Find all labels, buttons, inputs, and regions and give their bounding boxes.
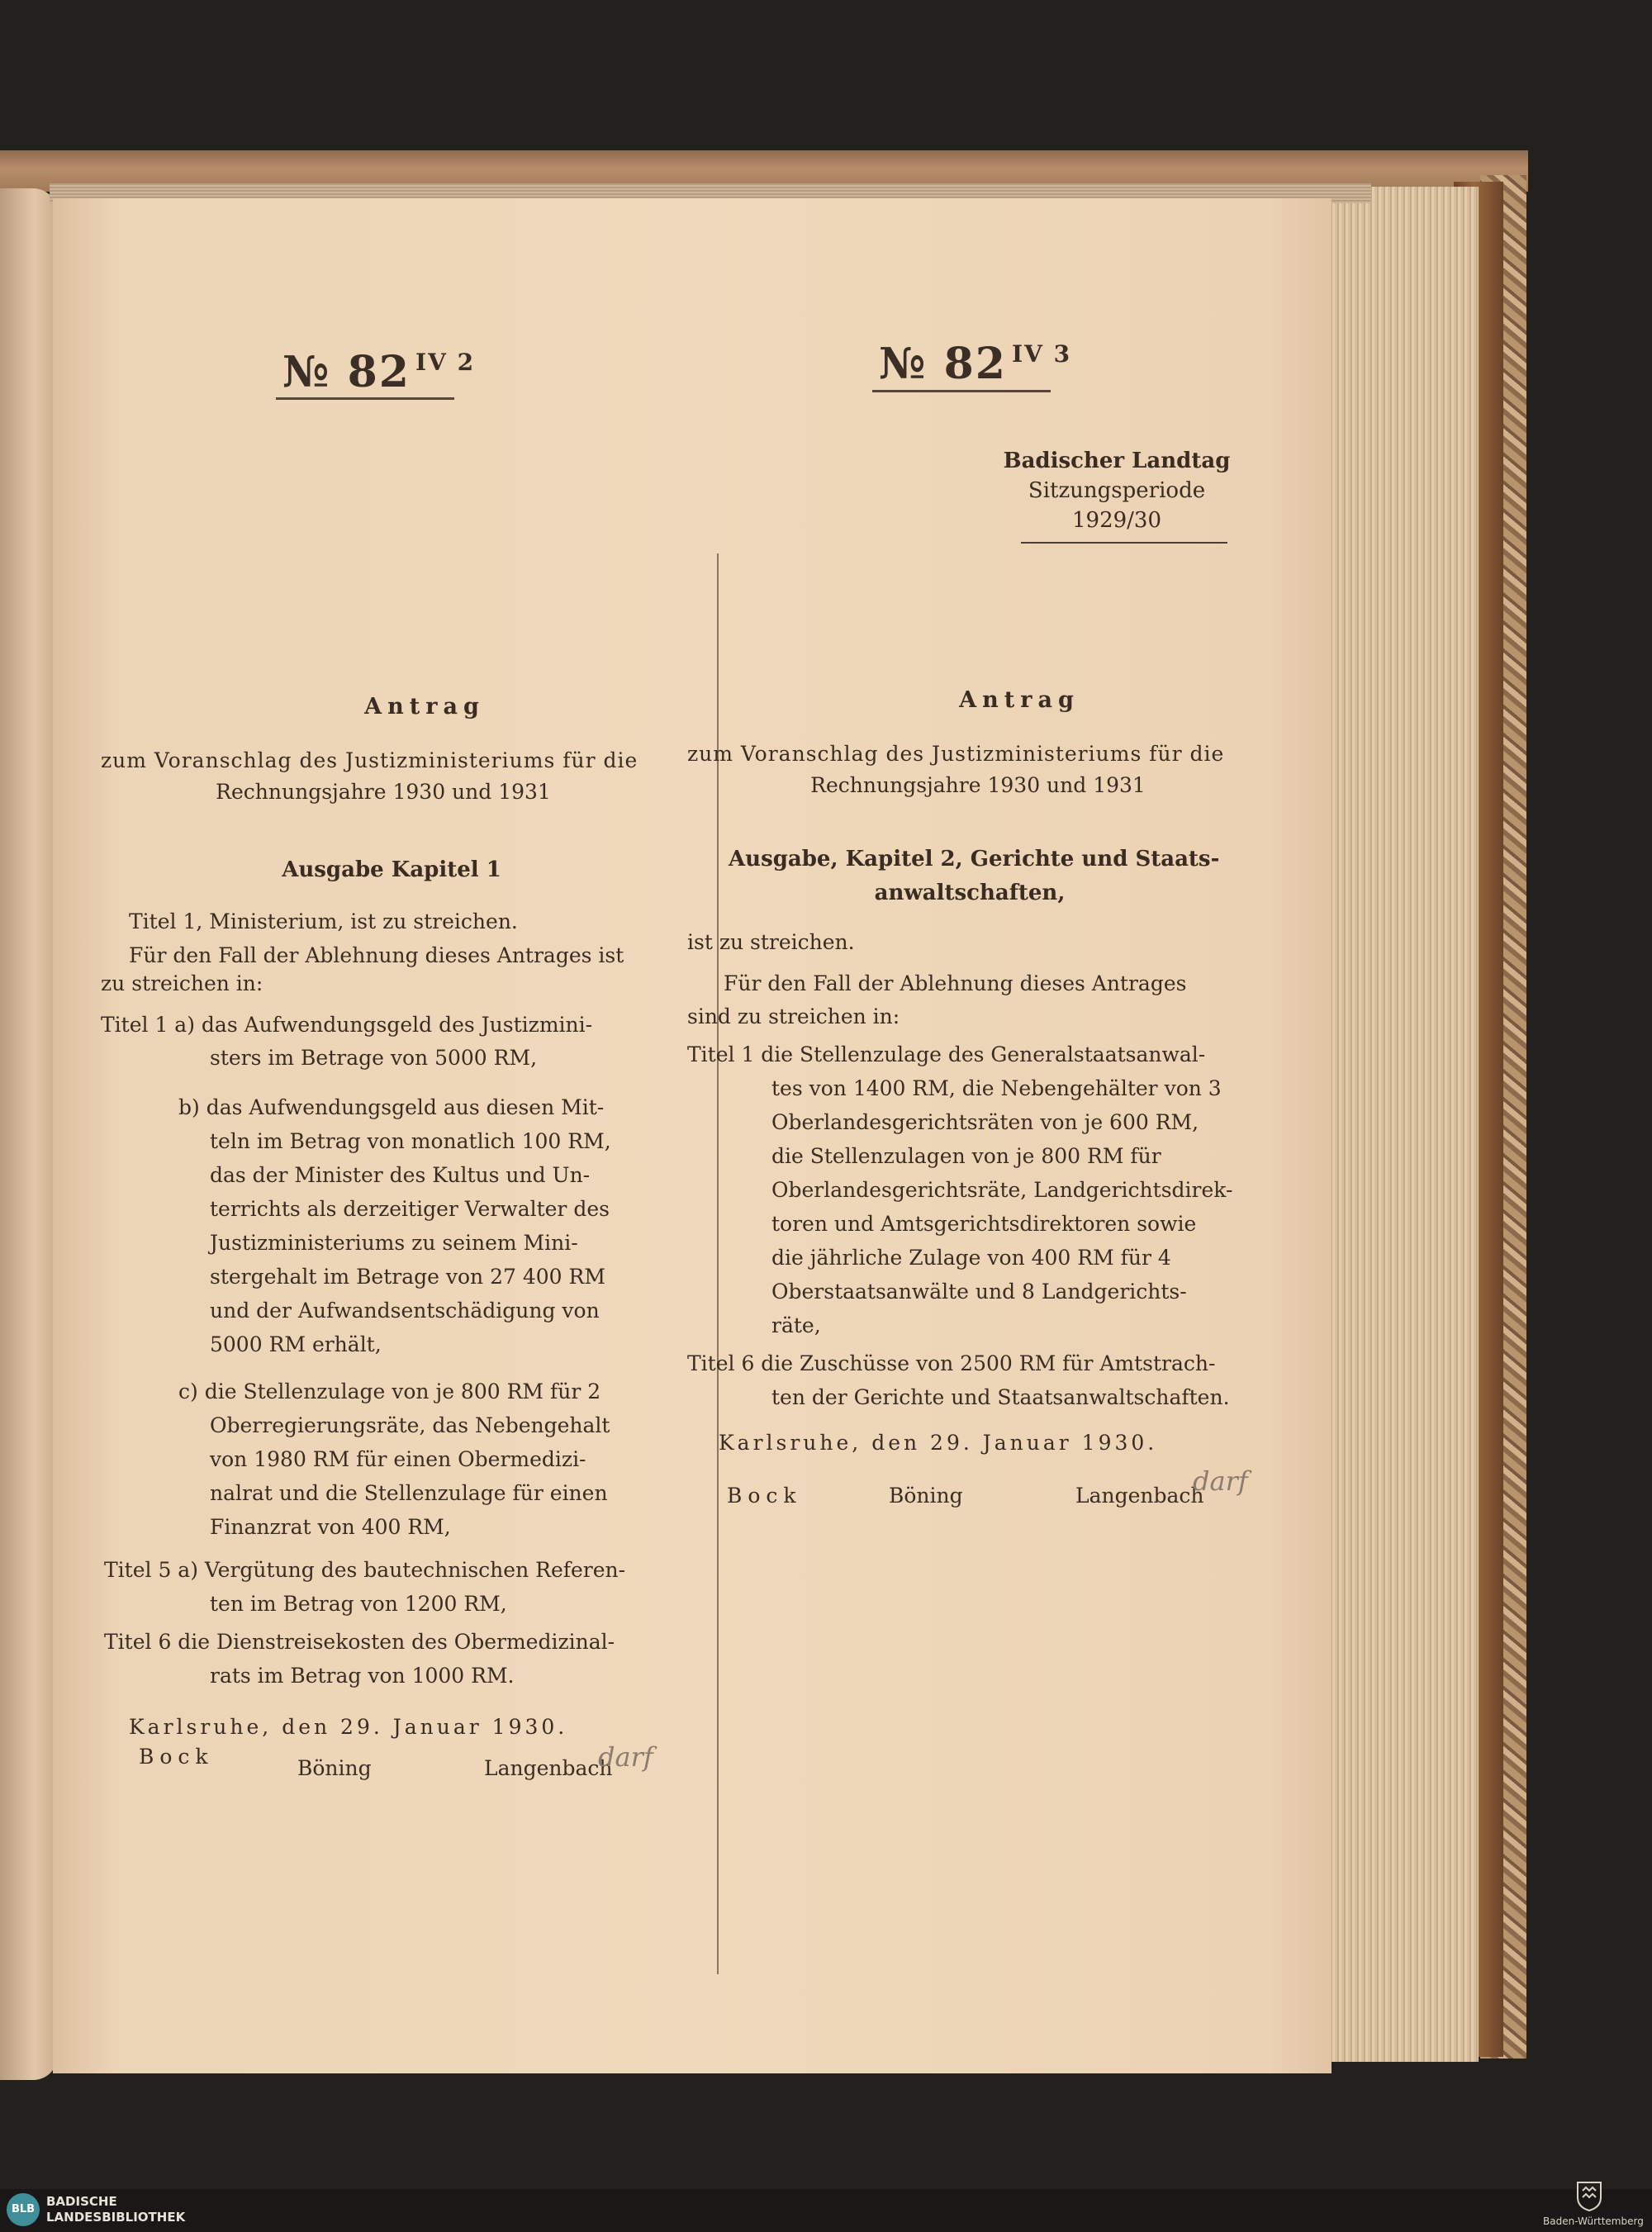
left-line: stergehalt im Betrage von 27 400 RM: [210, 1265, 605, 1289]
signature-left-2: Böning: [297, 1756, 372, 1780]
left-line: das der Minister des Kultus und Un-: [210, 1163, 591, 1187]
left-line: sters im Betrage von 5000 RM,: [210, 1046, 538, 1070]
pencil-note-left: darf: [598, 1741, 653, 1773]
signature-right-3: Langenbach: [1075, 1484, 1204, 1508]
left-line: 5000 RM erhält,: [210, 1332, 382, 1356]
right-line: die jährliche Zulage von 400 RM für 4: [771, 1246, 1171, 1270]
left-line: Titel 1 a) das Aufwendungsgeld des Justizmini-: [101, 1013, 593, 1037]
library-name: [46, 2194, 185, 2225]
left-line: Titel 1, Ministerium, ist zu streichen.: [129, 909, 518, 933]
number-label: № 82: [879, 339, 1007, 389]
left-line: zu streichen in:: [101, 971, 263, 995]
landtag-header: [998, 446, 1236, 535]
signature-right-1: Bock: [727, 1484, 802, 1508]
library-name-line1: BADISCHE: [46, 2194, 117, 2209]
left-line: von 1980 RM für einen Obermedizi-: [210, 1447, 586, 1471]
document-number-right: [879, 339, 1071, 389]
landtag-session: Sitzungsperiode: [1028, 478, 1206, 503]
heading-right: Antrag: [959, 687, 1080, 713]
blb-logo-icon: BLB: [7, 2193, 40, 2226]
left-line: Titel 6 die Dienstreisekosten des Obermedizinal-: [104, 1630, 615, 1654]
right-line: die Stellenzulagen von je 800 RM für: [771, 1144, 1161, 1168]
state-label: Baden-Württemberg: [1543, 2215, 1644, 2227]
right-line: Oberstaatsanwälte und 8 Landgerichts-: [771, 1280, 1187, 1304]
number-underline-right: [872, 390, 1051, 392]
right-line: Oberlandesgerichtsräte, Landgerichtsdirek-: [771, 1178, 1233, 1202]
document-number-left: [282, 347, 475, 397]
landtag-period: 1929/30: [1071, 508, 1161, 533]
right-line: tes von 1400 RM, die Nebengehälter von 3: [771, 1076, 1222, 1100]
section-left: Ausgabe Kapitel 1: [282, 857, 501, 882]
left-line: terrichts als derzeitiger Verwalter des: [210, 1197, 610, 1221]
left-line: c) die Stellenzulage von je 800 RM für 2: [178, 1380, 601, 1403]
left-line: Für den Fall der Ablehnung dieses Antrages ist: [129, 943, 624, 967]
library-name-line2: LANDESBIBLIOTHEK: [46, 2210, 186, 2225]
right-line: Titel 1 die Stellenzulage des Generalstaatsanwal-: [687, 1042, 1206, 1066]
landtag-title: Badischer Landtag: [1003, 449, 1231, 473]
right-line: Titel 6 die Zuschüsse von 2500 RM für Amtstrach-: [687, 1351, 1216, 1375]
right-line: sind zu streichen in:: [687, 1004, 900, 1028]
previous-page-edge: [0, 188, 58, 2080]
left-line: Finanzrat von 400 RM,: [210, 1515, 451, 1539]
left-line: Titel 5 a) Vergütung des bautechnischen Referen-: [104, 1558, 626, 1582]
intro-right-line2: Rechnungsjahre 1930 und 1931: [810, 773, 1146, 797]
signature-left-3: Langenbach: [484, 1756, 613, 1780]
right-line: Oberlandesgerichtsräten von je 600 RM,: [771, 1110, 1199, 1134]
section-right-line2: anwaltschaften,: [874, 881, 1066, 905]
number-suffix: IV 3: [1012, 340, 1072, 368]
right-line: ist zu streichen.: [687, 930, 855, 954]
left-line: und der Aufwandsentschädigung von: [210, 1299, 600, 1323]
signature-left-1: Bock: [139, 1745, 214, 1769]
left-line: ten im Betrag von 1200 RM,: [210, 1592, 507, 1616]
right-line: ten der Gerichte und Staatsanwaltschaften.: [771, 1385, 1230, 1409]
left-line: nalrat und die Stellenzulage für einen: [210, 1481, 608, 1505]
left-line: Oberregierungsräte, das Nebengehalt: [210, 1413, 610, 1437]
pencil-note-right: darf: [1193, 1465, 1248, 1497]
number-underline-left: [276, 397, 454, 400]
right-line: toren und Amtsgerichtsdirektoren sowie: [771, 1212, 1197, 1236]
number-suffix: IV 2: [415, 349, 476, 376]
section-right-line1: Ausgabe, Kapitel 2, Gerichte und Staats-: [729, 847, 1220, 871]
intro-right-line1: zum Voranschlag des Justizministeriums für die: [687, 742, 1225, 766]
intro-left-line1: zum Voranschlag des Justizministeriums für die: [101, 748, 638, 772]
right-line: räte,: [771, 1313, 821, 1337]
baden-wuerttemberg-crest-icon: [1574, 2179, 1604, 2212]
place-date-left: Karlsruhe, den 29. Januar 1930.: [129, 1715, 568, 1739]
left-line: Justizministeriums zu seinem Mini-: [210, 1231, 578, 1255]
left-line: teln im Betrag von monatlich 100 RM,: [210, 1129, 611, 1153]
left-line: b) das Aufwendungsgeld aus diesen Mit-: [178, 1095, 605, 1119]
number-label: № 82: [282, 347, 411, 397]
place-date-right: Karlsruhe, den 29. Januar 1930.: [719, 1431, 1158, 1455]
viewer-footer: [0, 2189, 1652, 2232]
right-line: Für den Fall der Ablehnung dieses Antrages: [724, 971, 1187, 995]
landtag-underline: [1021, 542, 1227, 544]
intro-left-line2: Rechnungsjahre 1930 und 1931: [216, 780, 551, 804]
heading-left: Antrag: [364, 694, 485, 719]
signature-right-2: Böning: [889, 1484, 963, 1508]
page-block-edges: [1322, 187, 1479, 2062]
left-line: rats im Betrag von 1000 RM.: [210, 1664, 515, 1688]
